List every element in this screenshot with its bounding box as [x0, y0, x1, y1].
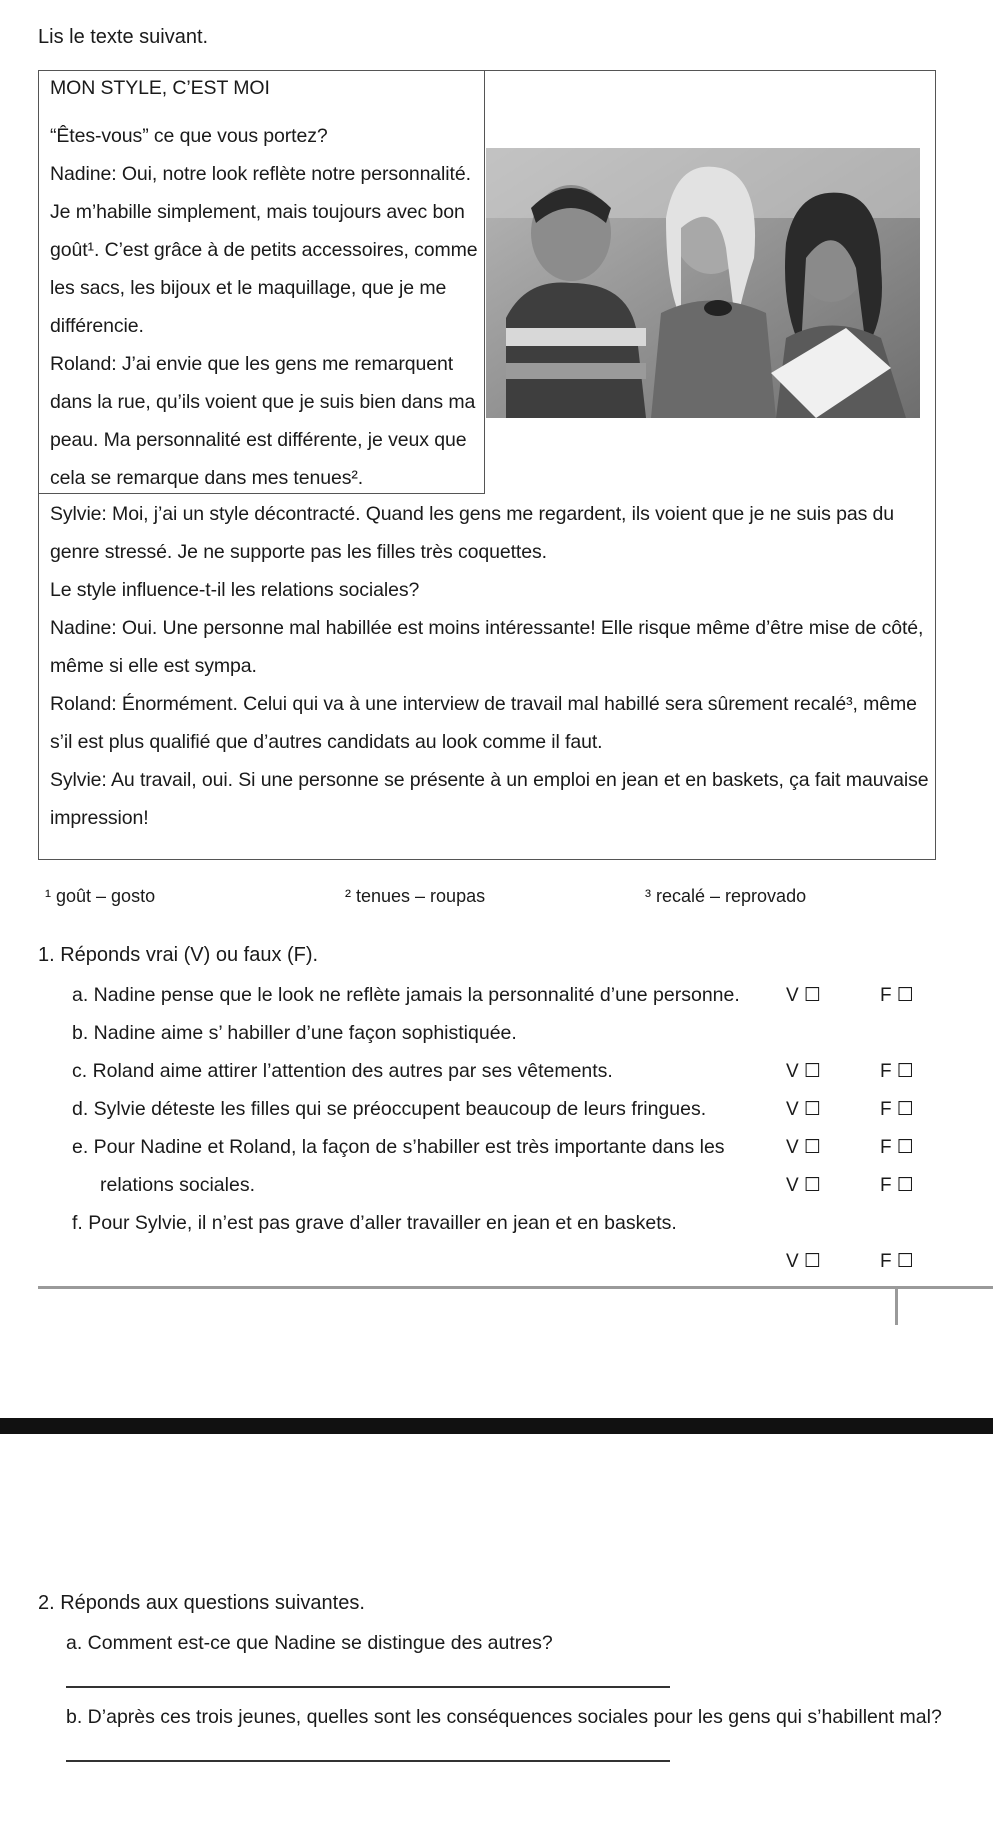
article-line: impression!: [50, 807, 149, 829]
answer-line[interactable]: [66, 1686, 670, 1688]
question: a. Comment est-ce que Nadine se distingue des autres?: [66, 1632, 553, 1654]
statement: c. Roland aime attirer l’attention des autres par ses vêtements.: [72, 1060, 613, 1082]
true-checkbox[interactable]: V ☐: [786, 985, 821, 1006]
article-line: Roland: J’ai envie que les gens me remarquent: [50, 353, 454, 375]
exercise-1-title: 1. Réponds vrai (V) ou faux (F).: [38, 944, 319, 966]
question: b. D’après ces trois jeunes, quelles sont les conséquences sociales pour les gens qui s’habillent mal?: [66, 1706, 942, 1728]
footnote: ¹ goût – gosto: [45, 886, 156, 906]
statement: relations sociales.: [100, 1174, 255, 1196]
divider-tick: [895, 1289, 898, 1325]
students-photo: [486, 148, 920, 418]
answer-line[interactable]: [66, 1760, 670, 1762]
footnote: ² tenues – roupas: [345, 886, 486, 906]
true-checkbox[interactable]: V ☐: [786, 1061, 821, 1082]
article-line: différencie.: [50, 315, 144, 337]
article-line: les sacs, les bijoux et le maquillage, que je me: [50, 277, 447, 299]
article-line: Le style influence-t-il les relations sociales?: [50, 579, 420, 601]
article-line: même si elle est sympa.: [50, 655, 257, 677]
divider: [38, 1286, 993, 1289]
article-line: peau. Ma personnalité est différente, je veux que: [50, 429, 467, 451]
article-line: s’il est plus qualifié que d’autres candidats au look comme il faut.: [50, 731, 603, 753]
article-line: Nadine: Oui. Une personne mal habillée est moins intéressante! Elle risque même d’être mise de côté,: [50, 617, 924, 639]
true-checkbox[interactable]: V ☐: [786, 1251, 821, 1272]
footnote: ³ recalé – reprovado: [645, 886, 807, 906]
instruction-text: Lis le texte suivant.: [38, 26, 209, 48]
article-line: “Êtes-vous” ce que vous portez?: [50, 125, 328, 147]
article-line: Je m’habille simplement, mais toujours avec bon: [50, 201, 465, 223]
false-checkbox[interactable]: F ☐: [880, 1137, 914, 1158]
exercise-2-title: 2. Réponds aux questions suivantes.: [38, 1592, 365, 1614]
statement: e. Pour Nadine et Roland, la façon de s’habiller est très importante dans les: [72, 1136, 725, 1158]
false-checkbox[interactable]: F ☐: [880, 985, 914, 1006]
article-line: genre stressé. Je ne supporte pas les filles très coquettes.: [50, 541, 547, 563]
article-line: dans la rue, qu’ils voient que je suis bien dans ma: [50, 391, 476, 413]
article-line: cela se remarque dans mes tenues².: [50, 467, 364, 489]
false-checkbox[interactable]: F ☐: [880, 1251, 914, 1272]
statement: b. Nadine aime s’ habiller d’une façon sophistiquée.: [72, 1022, 517, 1044]
true-checkbox[interactable]: V ☐: [786, 1099, 821, 1120]
false-checkbox[interactable]: F ☐: [880, 1175, 914, 1196]
article-line: Sylvie: Au travail, oui. Si une personne se présente à un emploi en jean et en baskets, ça fait mauvaise: [50, 769, 929, 791]
article-line: Roland: Énormément. Celui qui va à une interview de travail mal habillé sera sûrement recalé³, même: [50, 693, 917, 715]
article-line: goût¹. C’est grâce à de petits accessoires, comme: [50, 239, 478, 261]
false-checkbox[interactable]: F ☐: [880, 1099, 914, 1120]
statement: a. Nadine pense que le look ne reflète jamais la personnalité d’une personne.: [72, 984, 740, 1006]
true-checkbox[interactable]: V ☐: [786, 1175, 821, 1196]
statement: d. Sylvie déteste les filles qui se préoccupent beaucoup de leurs fringues.: [72, 1098, 707, 1120]
article-title: MON STYLE, C’EST MOI: [50, 77, 270, 99]
false-checkbox[interactable]: F ☐: [880, 1061, 914, 1082]
page-break-bar: [0, 1418, 993, 1434]
true-checkbox[interactable]: V ☐: [786, 1137, 821, 1158]
statement: f. Pour Sylvie, il n’est pas grave d’aller travailler en jean et en baskets.: [72, 1212, 677, 1234]
article-line: Sylvie: Moi, j’ai un style décontracté. Quand les gens me regardent, ils voient que je ne suis pas du: [50, 503, 895, 525]
article-line: Nadine: Oui, notre look reflète notre personnalité.: [50, 163, 471, 185]
